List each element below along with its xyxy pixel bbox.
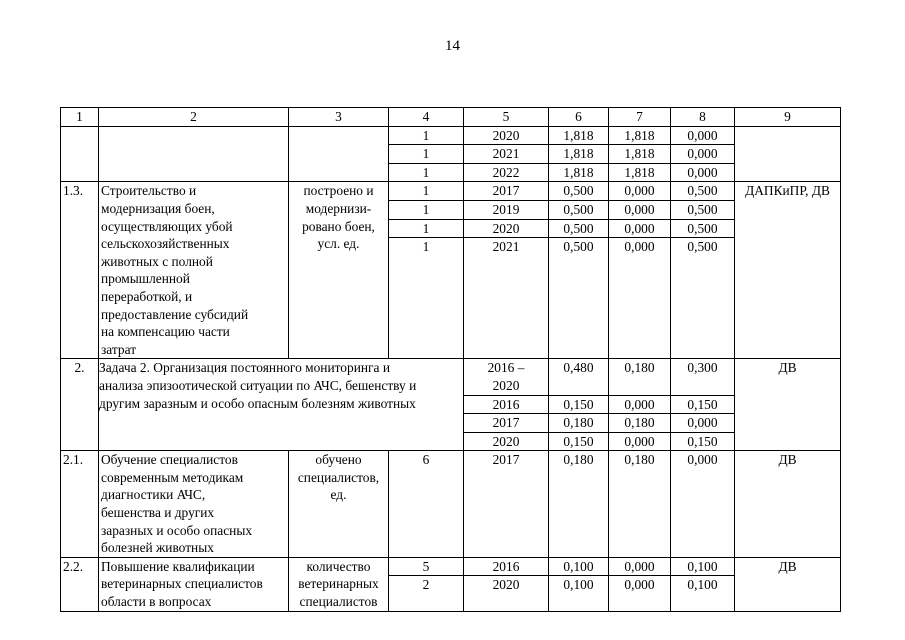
measure-name xyxy=(99,557,289,612)
cell-year: 2021 xyxy=(464,238,549,359)
text-line: Задача 2. Организация постоянного мониторинга и xyxy=(99,360,390,376)
text-line: животных с полной xyxy=(101,253,213,269)
cell-total: 0,180 xyxy=(549,451,609,558)
header-cell: 4 xyxy=(389,108,464,127)
cell-col7: 0,000 xyxy=(609,201,671,220)
cell-col8: 0,500 xyxy=(671,201,735,220)
cell-total: 0,180 xyxy=(549,414,609,433)
cell-col8: 0,300 xyxy=(671,359,735,395)
text-line: Строительство и xyxy=(101,183,197,199)
cell-year: 2016 xyxy=(464,557,549,576)
text-line: на компенсацию части xyxy=(101,324,230,340)
cell-col8: 0,000 xyxy=(671,126,735,145)
header-cell: 3 xyxy=(289,108,389,127)
text-line: болезней животных xyxy=(101,540,214,556)
cell-col8: 0,000 xyxy=(671,451,735,558)
text-line: другим заразным и особо опасным болезням животных xyxy=(99,395,416,411)
text-line: предоставление субсидий xyxy=(101,306,249,322)
cell-col7: 0,000 xyxy=(609,219,671,238)
table-row xyxy=(61,557,841,576)
cell-total: 0,100 xyxy=(549,576,609,612)
cell-total: 0,480 xyxy=(549,359,609,395)
text-line: переработкой, и xyxy=(101,288,193,304)
executor: ДВ xyxy=(735,359,841,451)
cell-total: 0,500 xyxy=(549,238,609,359)
unit-of-measure xyxy=(289,557,389,612)
cell-col7: 0,180 xyxy=(609,451,671,558)
text-line: заразных и особо опасных xyxy=(101,522,253,538)
executor: ДАПКиПР, ДВ xyxy=(735,182,841,359)
header-cell: 5 xyxy=(464,108,549,127)
header-cell: 2 xyxy=(99,108,289,127)
cell-year: 2020 xyxy=(464,432,549,451)
cell-col8: 0,000 xyxy=(671,414,735,433)
text-line: Повышение квалификации xyxy=(101,558,255,574)
cell-col8: 0,500 xyxy=(671,182,735,201)
cell-col8: 0,100 xyxy=(671,557,735,576)
text-line: ветеринарных специалистов xyxy=(101,576,263,592)
text-line: усл. ед. xyxy=(317,236,360,252)
cell-col8: 0,150 xyxy=(671,395,735,414)
text-line: области в вопросах xyxy=(101,594,212,610)
cell-year: 2020 xyxy=(464,126,549,145)
cell-col7: 0,180 xyxy=(609,359,671,395)
unit-of-measure xyxy=(289,182,389,359)
empty-cell xyxy=(61,126,99,182)
empty-cell xyxy=(289,126,389,182)
cell-col7: 0,000 xyxy=(609,395,671,414)
cell-col7: 0,180 xyxy=(609,414,671,433)
cell-col8: 0,500 xyxy=(671,219,735,238)
cell-col8: 0,500 xyxy=(671,238,735,359)
cell-total: 0,150 xyxy=(549,395,609,414)
table-row xyxy=(61,451,841,558)
cell-year: 2017 xyxy=(464,451,549,558)
cell-count: 5 xyxy=(389,557,464,576)
header-cell: 1 xyxy=(61,108,99,127)
row-number: 2.1. xyxy=(61,451,99,558)
text-line: ветеринарных xyxy=(298,576,379,592)
cell-count: 1 xyxy=(389,238,464,359)
cell-total: 1,818 xyxy=(549,145,609,164)
cell-year: 2017 xyxy=(464,414,549,433)
text-line: построено и xyxy=(303,183,374,199)
cell-count: 1 xyxy=(389,201,464,220)
text-line: Обучение специалистов xyxy=(101,452,238,468)
cell-count: 6 xyxy=(389,451,464,558)
text-line: затрат xyxy=(101,341,137,357)
text-line: диагностики АЧС, xyxy=(101,487,206,503)
executor: ДВ xyxy=(735,557,841,612)
empty-cell xyxy=(99,126,289,182)
cell-col7: 0,000 xyxy=(609,238,671,359)
cell-count: 1 xyxy=(389,145,464,164)
measure-name xyxy=(99,451,289,558)
program-table xyxy=(60,107,841,612)
cell-col7: 1,818 xyxy=(609,126,671,145)
text-line: ед. xyxy=(330,487,347,503)
task-title xyxy=(99,359,464,451)
cell-col7: 0,000 xyxy=(609,576,671,612)
text-line: 2020 xyxy=(492,377,520,393)
cell-total: 1,818 xyxy=(549,126,609,145)
cell-year: 2020 xyxy=(464,219,549,238)
text-line: обучено xyxy=(315,452,362,468)
cell-col7: 0,000 xyxy=(609,557,671,576)
table-row xyxy=(61,182,841,201)
cell-year: 2020 xyxy=(464,576,549,612)
cell-col8: 0,000 xyxy=(671,163,735,182)
table-row xyxy=(61,126,841,145)
cell-col8: 0,000 xyxy=(671,145,735,164)
cell-count: 1 xyxy=(389,163,464,182)
cell-col8: 0,100 xyxy=(671,576,735,612)
text-line: 2016 – xyxy=(487,360,525,376)
header-cell: 7 xyxy=(609,108,671,127)
header-row xyxy=(61,108,841,127)
cell-col7: 1,818 xyxy=(609,145,671,164)
cell-year: 2021 xyxy=(464,145,549,164)
cell-col7: 0,000 xyxy=(609,432,671,451)
empty-cell xyxy=(735,126,841,182)
cell-year: 2019 xyxy=(464,201,549,220)
text-line: ровано боен, xyxy=(302,218,375,234)
text-line: модернизи- xyxy=(305,200,372,216)
measure-name xyxy=(99,182,289,359)
cell-total: 0,500 xyxy=(549,201,609,220)
row-number: 2. xyxy=(61,359,99,451)
text-line: промышленной xyxy=(101,271,190,287)
cell-total: 0,500 xyxy=(549,219,609,238)
cell-total: 0,100 xyxy=(549,557,609,576)
cell-col7: 1,818 xyxy=(609,163,671,182)
header-cell: 9 xyxy=(735,108,841,127)
cell-col7: 0,000 xyxy=(609,182,671,201)
text-line: осуществляющих убой xyxy=(101,218,233,234)
table-row xyxy=(61,359,841,395)
cell-year xyxy=(464,359,549,395)
cell-col8: 0,150 xyxy=(671,432,735,451)
text-line: модернизация боен, xyxy=(101,200,215,216)
cell-count: 1 xyxy=(389,126,464,145)
cell-year: 2016 xyxy=(464,395,549,414)
unit-of-measure xyxy=(289,451,389,558)
cell-count: 1 xyxy=(389,182,464,201)
cell-total: 0,500 xyxy=(549,182,609,201)
text-line: количество xyxy=(306,558,371,574)
text-line: бешенства и других xyxy=(101,505,215,521)
header-cell: 8 xyxy=(671,108,735,127)
row-number: 2.2. xyxy=(61,557,99,612)
text-line: специалистов xyxy=(299,594,378,610)
text-line: современным методикам xyxy=(101,469,244,485)
row-number: 1.3. xyxy=(61,182,99,359)
text-line: анализа эпизоотической ситуации по АЧС, бешенству и xyxy=(99,377,417,393)
cell-count: 2 xyxy=(389,576,464,612)
cell-year: 2017 xyxy=(464,182,549,201)
text-line: специалистов, xyxy=(297,469,380,485)
cell-count: 1 xyxy=(389,219,464,238)
cell-year: 2022 xyxy=(464,163,549,182)
page-number: 14 xyxy=(445,38,460,54)
cell-total: 1,818 xyxy=(549,163,609,182)
cell-total: 0,150 xyxy=(549,432,609,451)
header-cell: 6 xyxy=(549,108,609,127)
executor: ДВ xyxy=(735,451,841,558)
text-line: сельскохозяйственных xyxy=(101,236,230,252)
